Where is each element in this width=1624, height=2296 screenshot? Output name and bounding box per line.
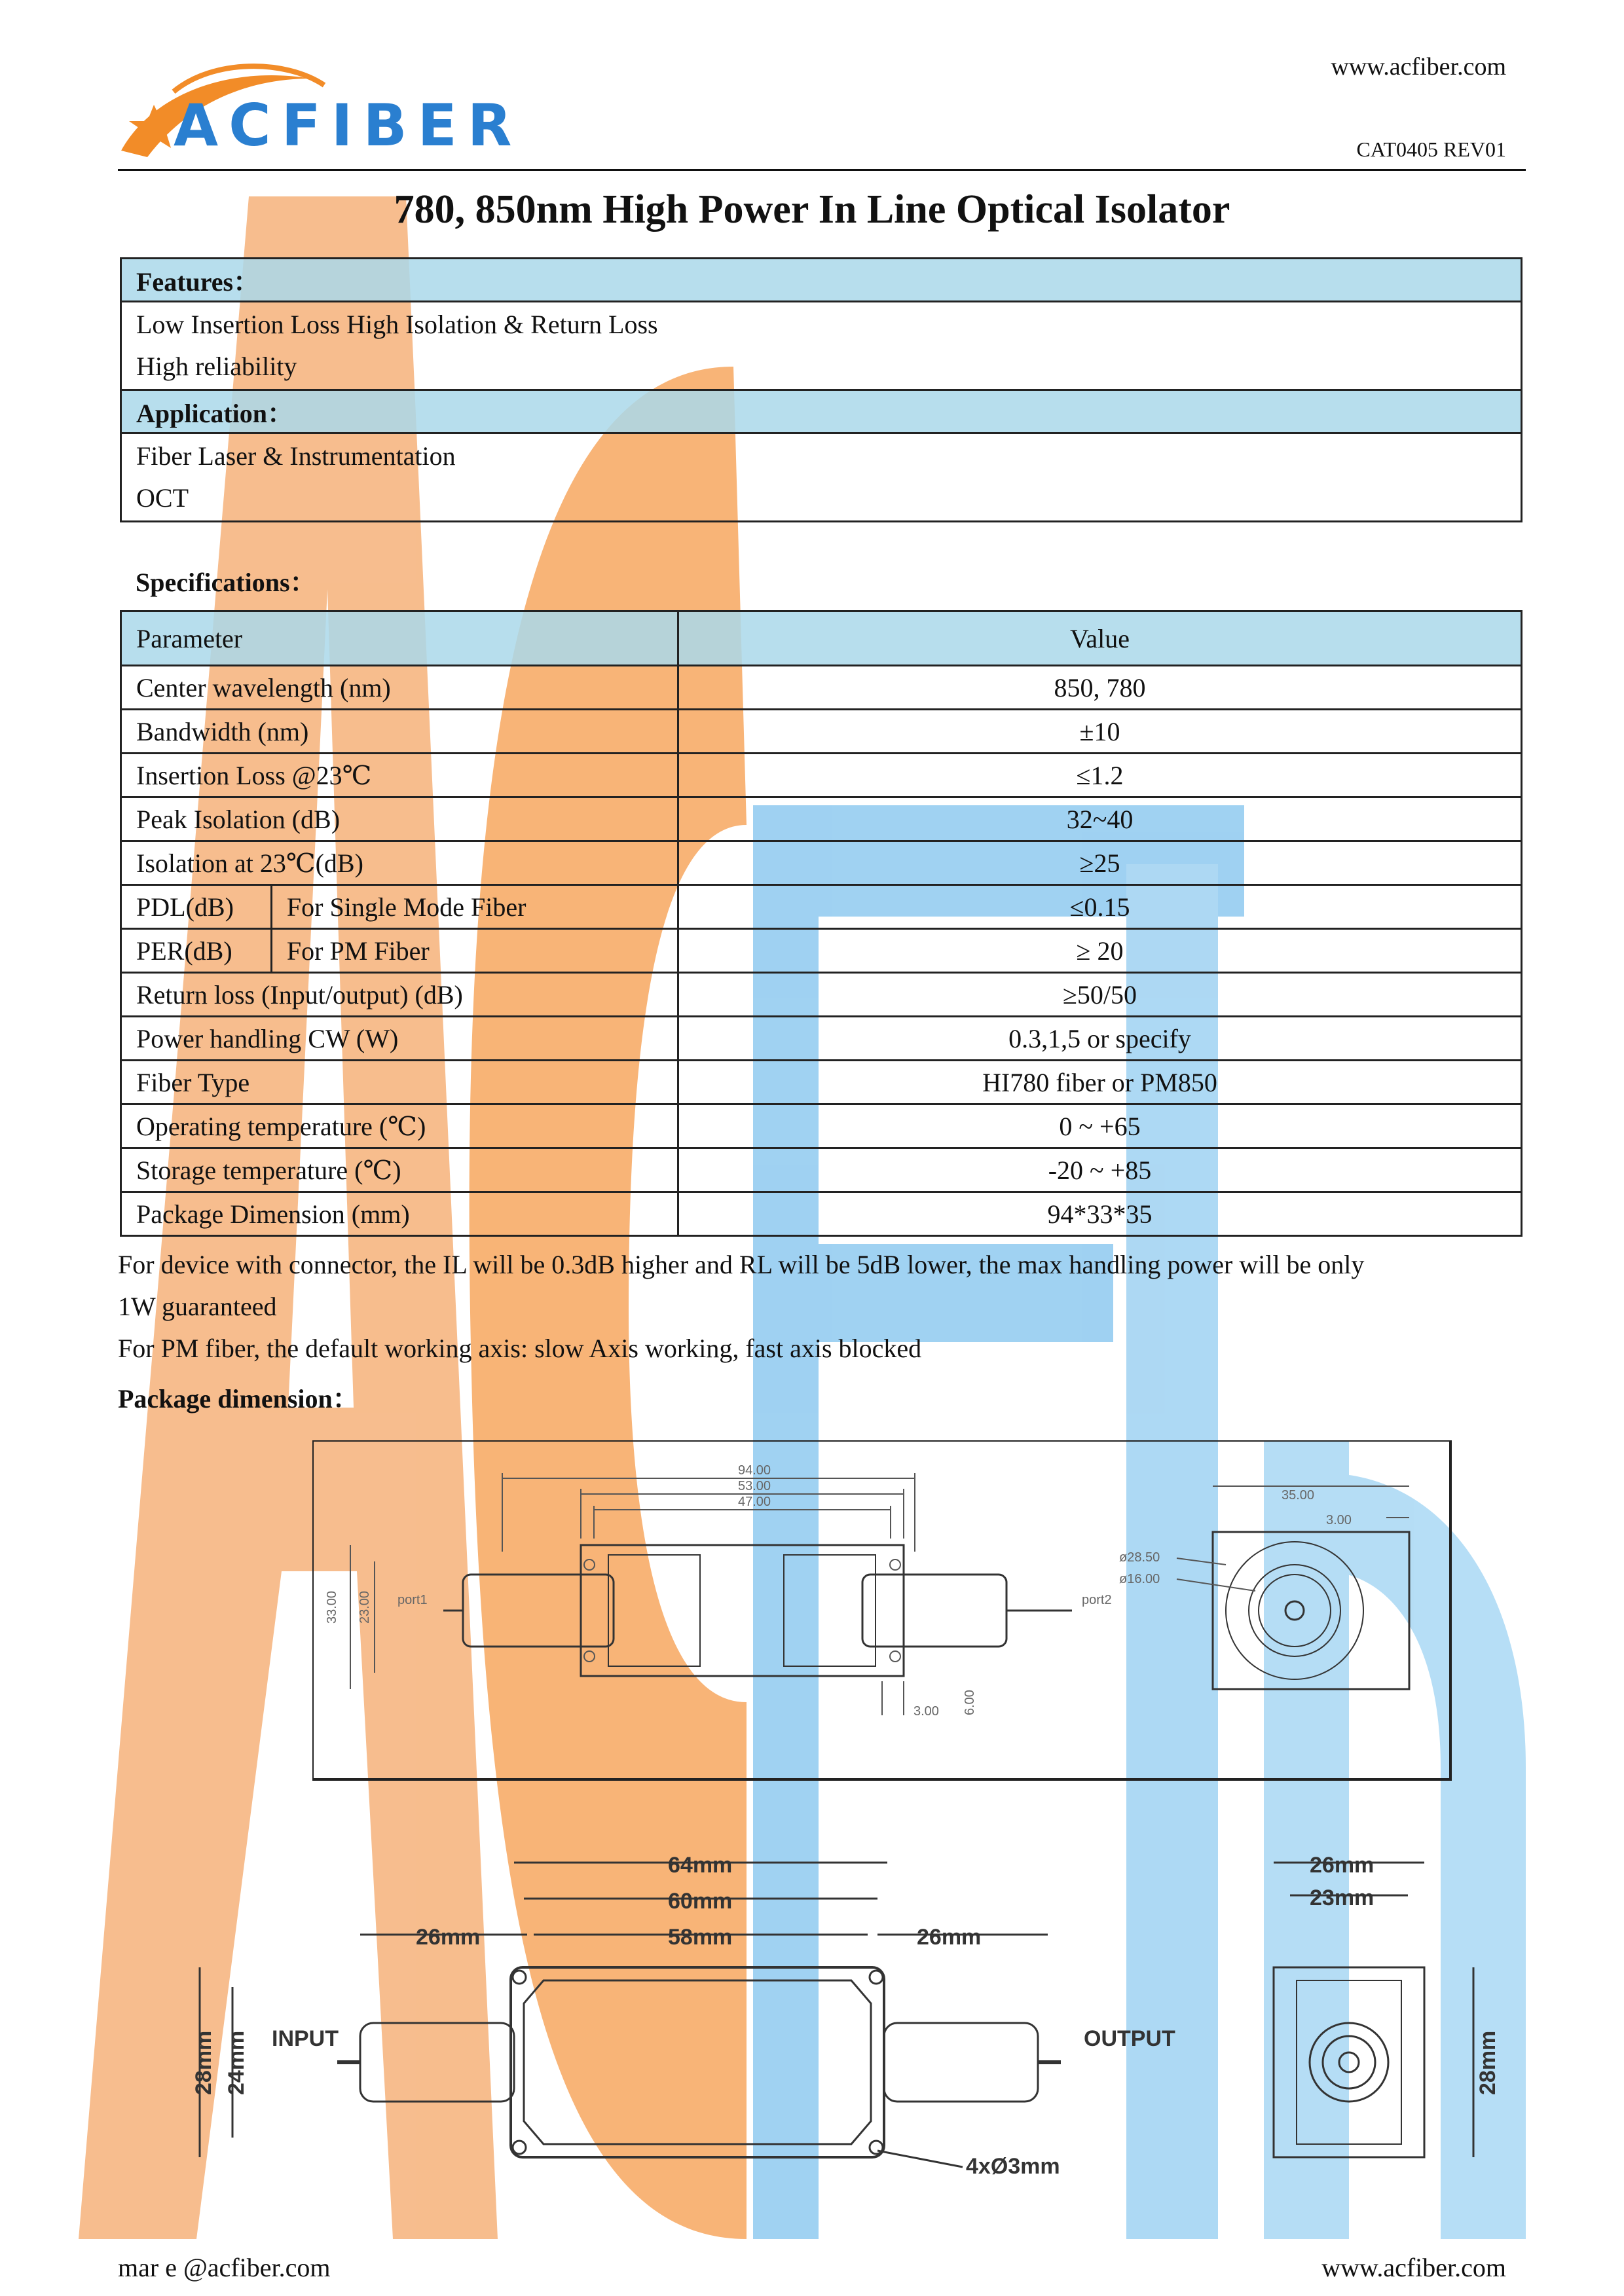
table-row: [121, 973, 1522, 1017]
value-cell: -20 ~ +85: [678, 1148, 1522, 1192]
side-dim-23mm: 23mm: [1310, 1886, 1375, 1910]
value-cell: ≤0.15: [678, 885, 1522, 929]
feature-line: Low Insertion Loss High Isolation & Return Loss: [136, 310, 658, 339]
dim-33: 33.00: [325, 1590, 339, 1624]
value-cell: ±10: [678, 710, 1522, 754]
value-cell: ≥ 20: [678, 929, 1522, 973]
dia-16: ø16.00: [1119, 1572, 1160, 1586]
table-row: [121, 797, 1522, 841]
doc-code: CAT0405 REV01: [1356, 137, 1506, 161]
specifications-table: [120, 610, 1522, 1237]
table-row: [121, 1192, 1522, 1236]
input-label: INPUT: [272, 2026, 339, 2051]
dim-3-side: 3.00: [1326, 1513, 1352, 1527]
table-row: [121, 1017, 1522, 1061]
port1-label: port1: [397, 1593, 428, 1607]
specifications-heading: Specifications：: [136, 568, 316, 597]
table-row: [121, 710, 1522, 754]
param-cell: Isolation at 23℃(dB): [121, 841, 678, 885]
dim-53: 53.00: [738, 1479, 771, 1493]
value-cell: HI780 fiber or PM850: [678, 1061, 1522, 1104]
value-cell: 0.3,1,5 or specify: [678, 1017, 1522, 1061]
package-drawing-dimensions: [183, 1846, 1506, 2187]
table-header-row: [121, 611, 1522, 666]
param-cell: Center wavelength (nm): [121, 666, 678, 710]
application-line: Fiber Laser & Instrumentation: [136, 441, 456, 471]
footer-email[interactable]: mar e @acfiber.com: [118, 2253, 331, 2282]
dim-6-bottom: 6.00: [963, 1690, 977, 1715]
param-cell: Peak Isolation (dB): [121, 797, 678, 841]
application-heading: Application：: [121, 390, 1522, 433]
port2-label: port2: [1082, 1593, 1112, 1607]
dim-94: 94.00: [738, 1463, 771, 1478]
value-cell: 94*33*35: [678, 1192, 1522, 1236]
col-value: Value: [678, 611, 1522, 666]
dim-26mm-right: 26mm: [917, 1925, 982, 1950]
table-row: [121, 754, 1522, 797]
package-drawing-outline: [312, 1440, 1452, 1781]
side-dim-26mm: 26mm: [1310, 1853, 1375, 1878]
value-cell: 0 ~ +65: [678, 1104, 1522, 1148]
value-cell: 32~40: [678, 797, 1522, 841]
value-cell: ≥25: [678, 841, 1522, 885]
application-body: [121, 433, 1522, 522]
param-cell: Bandwidth (nm): [121, 710, 678, 754]
note-line: For PM fiber, the default working axis: slow Axis working, fast axis blocked: [118, 1334, 922, 1363]
col-parameter: Parameter: [121, 611, 678, 666]
dim-60mm: 60mm: [668, 1889, 733, 1914]
subparam-cell: For Single Mode Fiber: [271, 885, 678, 929]
value-cell: 850, 780: [678, 666, 1522, 710]
value-cell: ≥50/50: [678, 973, 1522, 1017]
subparam-cell: For PM Fiber: [271, 929, 678, 973]
output-label: OUTPUT: [1084, 2026, 1175, 2051]
package-dimension-heading: Package dimension：: [118, 1384, 359, 1413]
side-dim-28mm: 28mm: [1475, 2030, 1500, 2095]
application-line: OCT: [136, 483, 189, 513]
table-row: [121, 1148, 1522, 1192]
dia-28: ø28.50: [1119, 1550, 1160, 1565]
param-cell: Package Dimension (mm): [121, 1192, 678, 1236]
dim-47: 47.00: [738, 1495, 771, 1509]
param-cell: PDL(dB): [121, 885, 272, 929]
dim-35: 35.00: [1282, 1488, 1315, 1503]
param-cell: Fiber Type: [121, 1061, 678, 1104]
table-row: [121, 929, 1522, 973]
dim-28mm-left: 28mm: [191, 2030, 216, 2095]
param-cell: Insertion Loss @23℃: [121, 754, 678, 797]
features-heading: Features：: [121, 259, 1522, 302]
param-cell: Operating temperature (℃): [121, 1104, 678, 1148]
value-cell: ≤1.2: [678, 754, 1522, 797]
dim-24mm-left: 24mm: [224, 2030, 249, 2095]
dim-3-bottom: 3.00: [913, 1704, 939, 1719]
note-line: 1W guaranteed: [118, 1292, 277, 1321]
table-row: [121, 1104, 1522, 1148]
table-row: [121, 841, 1522, 885]
table-row: [121, 885, 1522, 929]
footer-website[interactable]: www.acfiber.com: [1321, 2253, 1506, 2282]
table-row: [121, 666, 1522, 710]
header-website[interactable]: www.acfiber.com: [1331, 53, 1506, 81]
dim-58mm: 58mm: [668, 1925, 733, 1950]
param-cell: PER(dB): [121, 929, 272, 973]
brand-wordmark: ACFIBER: [174, 92, 523, 159]
param-cell: Return loss (Input/output) (dB): [121, 973, 678, 1017]
features-body: [121, 302, 1522, 390]
table-row: [121, 1061, 1522, 1104]
page-title: 780, 850nm High Power In Line Optical Isolator: [394, 187, 1230, 232]
feature-line: High reliability: [136, 352, 297, 381]
param-cell: Power handling CW (W): [121, 1017, 678, 1061]
note-line: For device with connector, the IL will be 0.3dB higher and RL will be 5dB lower, the max handling power will be only: [118, 1250, 1365, 1279]
dim-23: 23.00: [358, 1590, 372, 1624]
features-table: [120, 257, 1522, 522]
holes-label: 4xØ3mm: [966, 2154, 1060, 2179]
header-divider: [118, 169, 1526, 171]
param-cell: Storage temperature (℃): [121, 1148, 678, 1192]
dim-26mm-left: 26mm: [416, 1925, 481, 1950]
dim-64mm: 64mm: [668, 1853, 733, 1878]
